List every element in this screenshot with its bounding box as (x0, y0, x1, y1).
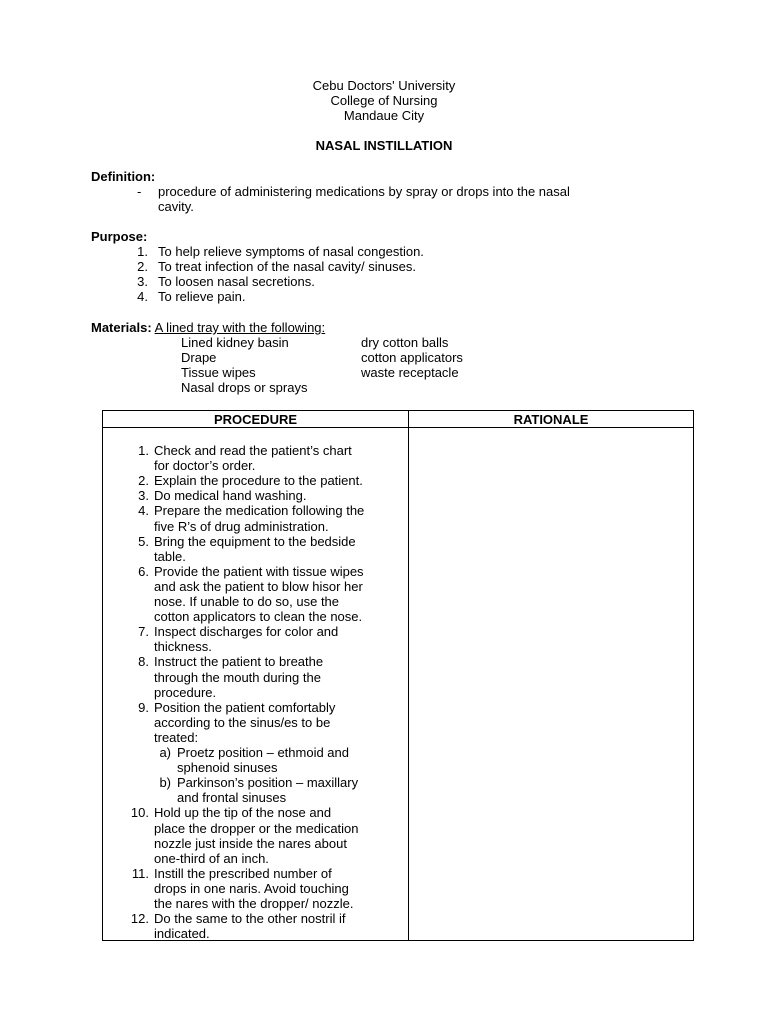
college-name: College of Nursing (330, 93, 438, 108)
procedure-step-number: 1. (138, 443, 149, 458)
procedure-step-text: and ask the patient to blow hisor her (154, 578, 363, 594)
procedure-step-number: 8. (138, 654, 149, 670)
procedure-step-text: thickness. (154, 639, 212, 655)
header-divider (103, 427, 693, 428)
procedure-substep-text: Proetz position – ethmoid and (177, 745, 349, 760)
procedure-step-text: place the dropper or the medication (154, 820, 359, 836)
rationale-header: RATIONALE (513, 412, 589, 427)
procedure-step-number: 12. (130, 911, 149, 927)
procedure-step-text: Bring the equipment to the bedside (154, 533, 356, 549)
definition-text-line1: procedure of administering medications by spray or drops into the nasal (158, 184, 570, 199)
purpose-item-number: 3. (137, 274, 148, 289)
procedure-step-text: Instill the prescribed number of (154, 865, 332, 881)
procedure-step-text: Provide the patient with tissue wipes (154, 563, 364, 579)
procedure-step-text: Hold up the tip of the nose and (154, 805, 332, 821)
procedure-step-number: 5. (138, 533, 149, 549)
procedure-step-text: Do medical hand washing. (154, 488, 307, 504)
purpose-item-text: To relieve pain. (158, 289, 246, 304)
procedure-step-number: 10. (130, 805, 149, 821)
purpose-item-text: To help relieve symptoms of nasal congestion. (158, 244, 424, 259)
procedure-step-number: 6. (138, 563, 149, 579)
purpose-item-number: 2. (137, 259, 148, 274)
procedure-step-text: nozzle just inside the nares about (154, 835, 347, 851)
purpose-item-text: To treat infection of the nasal cavity/ sinuses. (158, 259, 416, 274)
procedure-step-text: Check and read the patient’s chart (154, 443, 352, 458)
procedure-step-text: Instruct the patient to breathe (154, 654, 324, 670)
materials-heading (91, 320, 325, 335)
purpose-item-number: 1. (137, 244, 148, 259)
materials-item: Drape (181, 350, 217, 365)
definition-text-line2: cavity. (158, 199, 194, 214)
procedure-step-number: 11. (131, 865, 149, 881)
procedure-step-number: 3. (138, 488, 149, 504)
materials-item: waste receptacle (361, 365, 459, 380)
column-divider (408, 411, 409, 940)
materials-item: Lined kidney basin (181, 335, 289, 350)
procedure-substep-text: sphenoid sinuses (177, 760, 278, 776)
procedure-step-text: Explain the procedure to the patient. (154, 473, 363, 489)
procedure-step-text: five R’s of drug administration. (154, 518, 329, 534)
procedure-table (102, 410, 694, 941)
purpose-item-number: 4. (137, 289, 148, 304)
procedure-step-text: according to the sinus/es to be (154, 714, 331, 730)
materials-item: cotton applicators (361, 350, 463, 365)
university-name: Cebu Doctors' University (312, 78, 456, 93)
procedure-step-text: Do the same to the other nostril if (154, 911, 346, 927)
procedure-step-text: treated: (154, 729, 199, 745)
definition-bullet: - (137, 184, 142, 199)
definition-label: Definition: (91, 169, 156, 184)
materials-label: Materials: (91, 320, 152, 335)
purpose-label: Purpose: (91, 229, 148, 244)
materials-item: Nasal drops or sprays (181, 380, 308, 395)
materials-item: Tissue wipes (181, 365, 256, 380)
purpose-item-text: To loosen nasal secretions. (158, 274, 315, 289)
procedure-substep-text: and frontal sinuses (177, 790, 287, 806)
procedure-step-text: one-third of an inch. (154, 850, 269, 866)
procedure-step-text: drops in one naris. Avoid touching (154, 880, 349, 896)
procedure-step-number: 9. (138, 699, 149, 715)
procedure-step-text: Inspect discharges for color and (154, 624, 339, 640)
materials-item: dry cotton balls (361, 335, 449, 350)
materials-intro: A lined tray with the following: (154, 320, 326, 335)
procedure-step-text: the nares with the dropper/ nozzle. (154, 896, 354, 911)
procedure-step-text: cotton applicators to clean the nose. (154, 609, 363, 625)
procedure-substep-letter: b) (159, 775, 171, 791)
page-title: NASAL INSTILLATION (315, 138, 453, 153)
procedure-step-text: indicated. (154, 926, 210, 942)
procedure-header: PROCEDURE (213, 412, 298, 427)
procedure-substep-letter: a) (159, 745, 171, 760)
procedure-step-text: procedure. (154, 684, 217, 700)
procedure-step-text: for doctor’s order. (154, 458, 256, 474)
procedure-step-number: 2. (138, 473, 149, 489)
procedure-step-text: through the mouth during the (154, 669, 321, 685)
procedure-step-text: nose. If unable to do so, use the (154, 594, 340, 609)
procedure-step-number: 7. (138, 624, 149, 640)
procedure-step-text: Prepare the medication following the (154, 503, 365, 519)
city-name: Mandaue City (343, 108, 425, 123)
procedure-step-number: 4. (138, 503, 149, 519)
procedure-step-text: Position the patient comfortably (154, 699, 336, 715)
procedure-step-text: table. (154, 548, 186, 564)
procedure-substep-text: Parkinson’s position – maxillary (177, 775, 359, 791)
